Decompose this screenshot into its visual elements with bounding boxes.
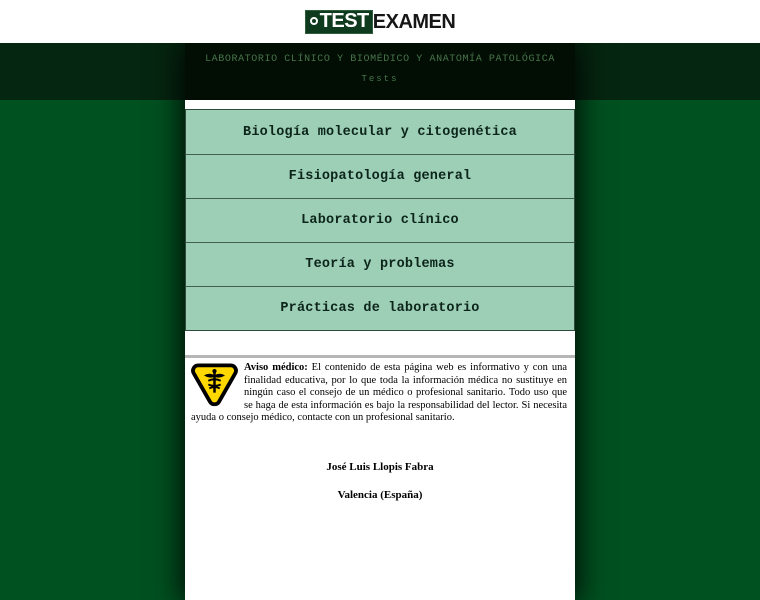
logo-text-test: TEST [319, 10, 369, 32]
disclaimer-label: Aviso médico: [244, 362, 308, 373]
medical-warning-icon [191, 363, 238, 407]
disclaimer-text: El contenido de esta página web es informativo y con una finalidad educativa, por lo que toda la información médica no sustituye en ningún caso el consejo de un médico o profesional sanitario. Todo uso que se haga de esta información es bajo la responsabilidad del lector. Si necesita ayuda o consejo médico, contacte con un profesional sanitario. [191, 362, 567, 424]
main-column [185, 43, 575, 600]
site-header [0, 0, 760, 43]
logo-text-examen: EXAMEN [372, 10, 456, 33]
tests-menu [185, 109, 575, 331]
menu-item-teoria-y-problemas[interactable]: Teoría y problemas [185, 242, 575, 286]
medical-disclaimer [185, 358, 575, 425]
logo-box [305, 10, 373, 34]
menu-item-practicas-de-laboratorio[interactable]: Prácticas de laboratorio [185, 286, 575, 330]
menu-item-biologia-molecular[interactable]: Biología molecular y citogenética [185, 110, 575, 154]
author-name: José Luis Llopis Fabra [326, 460, 434, 473]
author-location: Valencia (España) [337, 488, 423, 501]
target-circle-icon [310, 17, 318, 25]
menu-item-laboratorio-clinico[interactable]: Laboratorio clínico [185, 198, 575, 242]
menu-item-fisiopatologia-general[interactable]: Fisiopatología general [185, 154, 575, 198]
site-logo[interactable] [305, 10, 456, 34]
banner-subtitle: Tests [361, 74, 399, 84]
section-banner [185, 43, 575, 100]
banner-title: LABORATORIO CLÍNICO Y BIOMÉDICO Y ANATOMÍA PATOLÓGICA [205, 54, 555, 65]
